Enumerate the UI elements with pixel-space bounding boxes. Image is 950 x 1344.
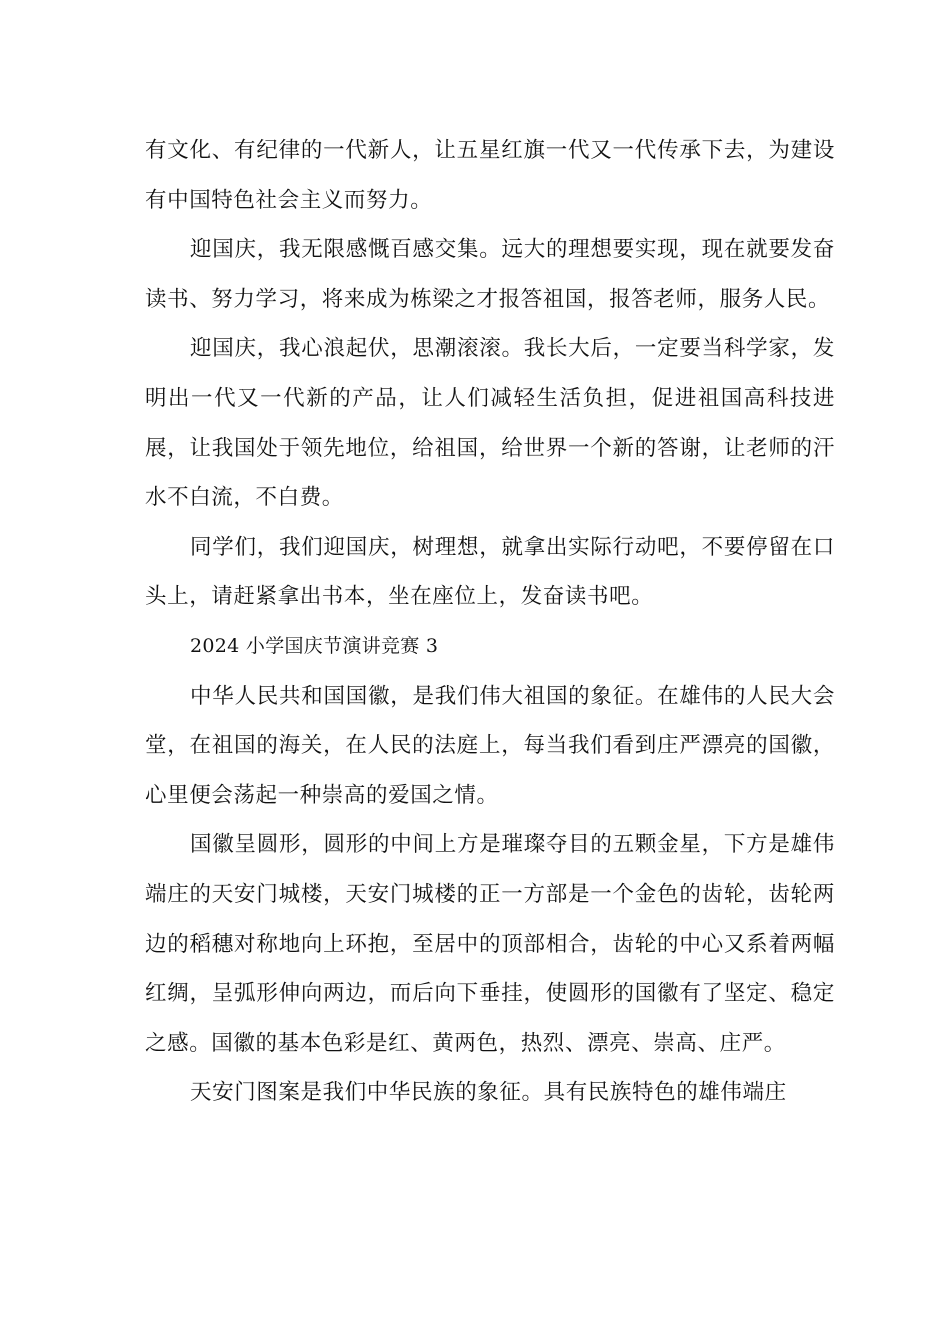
paragraph-3: 迎国庆，我心浪起伏，思潮滚滚。我长大后，一定要当科学家，发明出一代又一代新的产品，让人们减轻生活负担，促进祖国高科技进展，让我国处于领先地位，给祖国，给世界一个新的答谢，让老师的汗水不白流，不白费。 (145, 336, 835, 511)
document-page (145, 126, 835, 1118)
paragraph-6: 国徽呈圆形，圆形的中间上方是璀璨夺目的五颗金星，下方是雄伟端庄的天安门城楼，天安门城楼的正一方部是一个金色的齿轮，齿轮两边的稻穗对称地向上环抱，至居中的顶部相合，齿轮的中心又系着两幅红绸，呈弧形伸向两边，而后向下垂挂，使圆形的国徽有了坚定、稳定之感。国徽的基本色彩是红、黄两色，热烈、漂亮、崇高、庄严。 (145, 832, 835, 1056)
paragraph-7: 天安门图案是我们中华民族的象征。具有民族特色的雄伟端庄 (190, 1080, 787, 1106)
paragraph-1: 有文化、有纪律的一代新人，让五星红旗一代又一代传承下去，为建设有中国特色社会主义而努力。 (145, 138, 835, 213)
section-heading: 2024 小学国庆节演讲竞赛 3 (190, 634, 439, 657)
paragraph-2: 迎国庆，我无限感慨百感交集。远大的理想要实现，现在就要发奋读书、努力学习，将来成为栋梁之才报答祖国，报答老师，服务人民。 (145, 237, 835, 312)
paragraph-5: 中华人民共和国国徽，是我们伟大祖国的象征。在雄伟的人民大会堂，在祖国的海关，在人民的法庭上，每当我们看到庄严漂亮的国徽，心里便会荡起一种崇高的爱国之情。 (145, 683, 835, 808)
paragraph-4: 同学们，我们迎国庆，树理想，就拿出实际行动吧，不要停留在口头上，请赶紧拿出书本，坐在座位上，发奋读书吧。 (145, 534, 835, 610)
